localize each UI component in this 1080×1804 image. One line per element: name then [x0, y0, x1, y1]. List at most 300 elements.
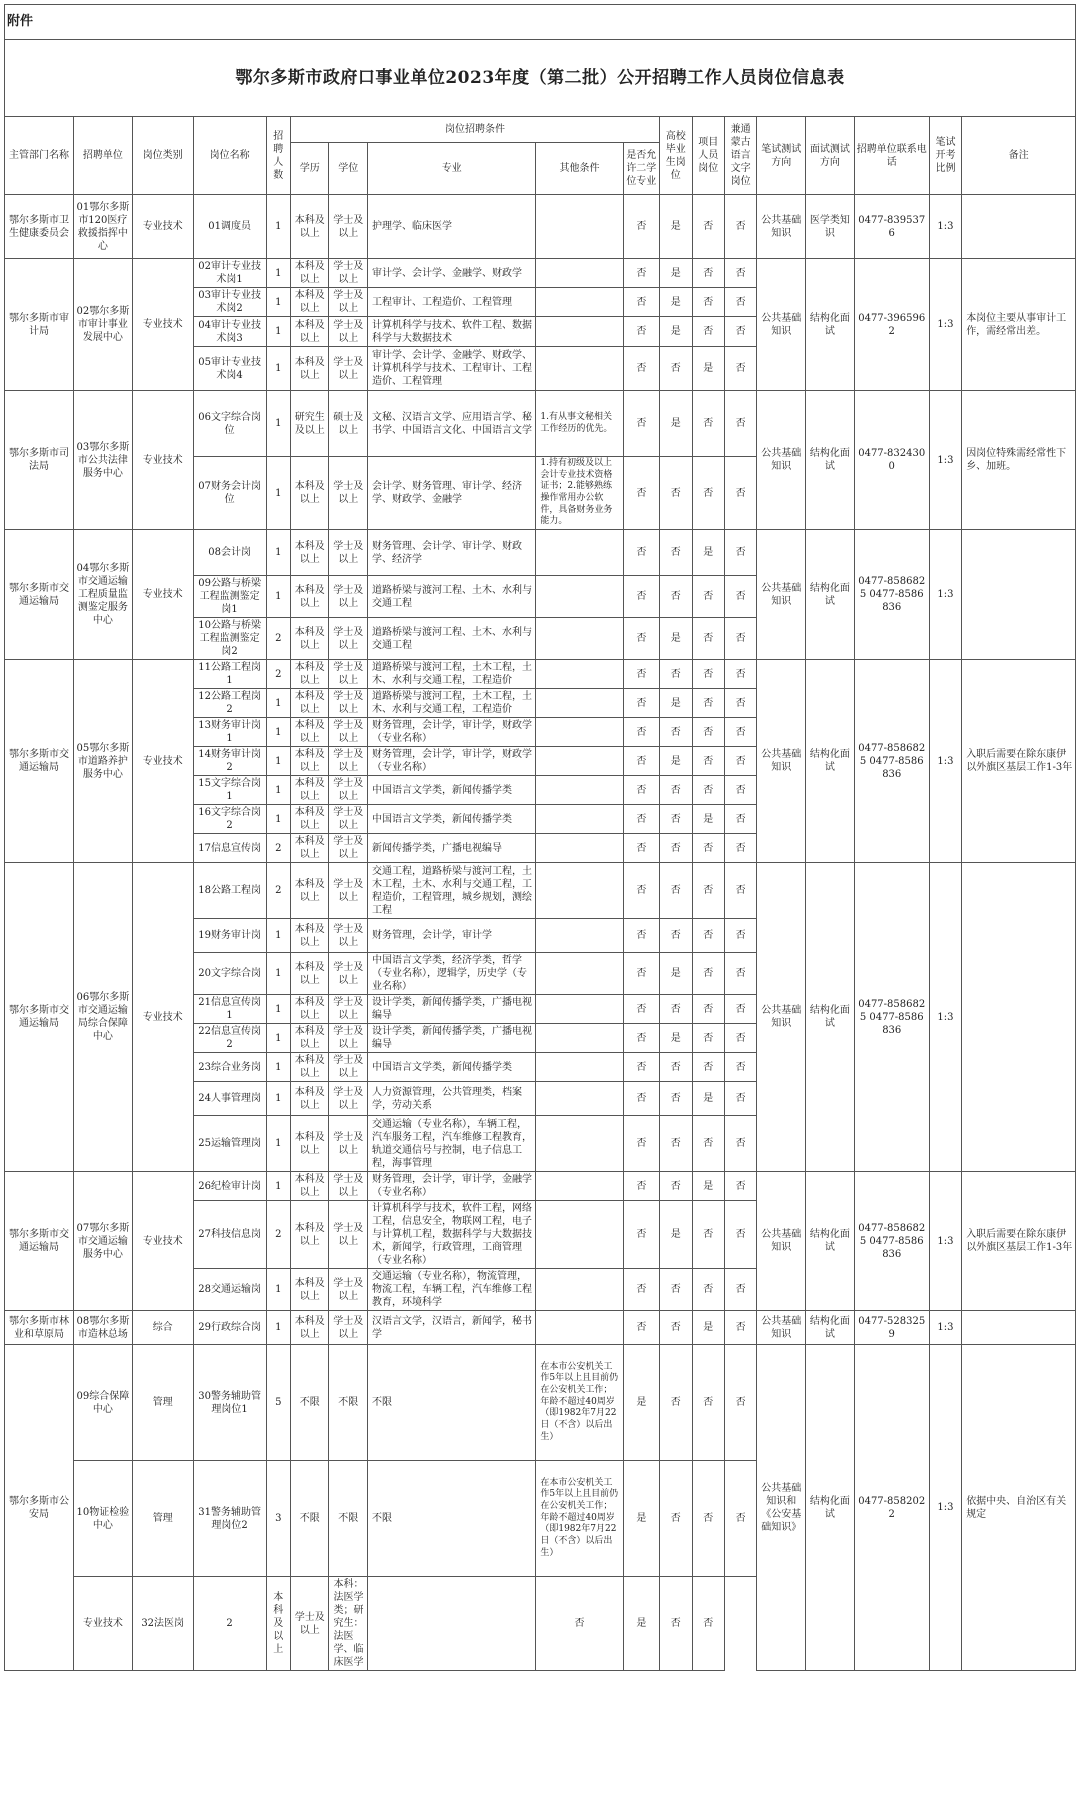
project-cell: 否 [692, 919, 724, 953]
graduate-cell: 否 [660, 1269, 692, 1311]
dept-cell: 鄂尔多斯市林业和草原局 [5, 1311, 74, 1345]
mongolian-cell: 否 [724, 391, 756, 457]
major-cell: 财务管理，会计学，审计学，财政学（专业名称） [368, 747, 536, 776]
project-cell: 否 [692, 1053, 724, 1082]
other-conditions-cell [536, 1201, 623, 1269]
post-cell: 06文字综合岗位 [193, 391, 266, 457]
interview-cell: 结构化面试 [806, 259, 855, 391]
major-cell: 道路桥梁与渡河工程、土木、水利与交通工程 [368, 576, 536, 618]
mongolian-cell: 否 [724, 1024, 756, 1053]
unit-cell: 06鄂尔多斯市交通运输局综合保障中心 [73, 863, 132, 1172]
header-other: 其他条件 [536, 143, 623, 195]
education-cell: 本科及以上 [290, 919, 329, 953]
unit-cell: 02鄂尔多斯市审计事业发展中心 [73, 259, 132, 391]
major-cell: 道路桥梁与渡河工程、土木、水利与交通工程 [368, 618, 536, 660]
header-written: 笔试测试方向 [757, 117, 806, 195]
major-cell: 交通运输（专业名称），车辆工程，汽车服务工程，汽车维修工程教育，轨道交通信号与控制，电子信息工程，海事管理 [368, 1116, 536, 1172]
graduate-cell: 否 [660, 805, 692, 834]
other-conditions-cell [536, 953, 623, 995]
remark-cell [962, 195, 1076, 259]
phone-cell: 0477-8324300 [854, 391, 929, 530]
major-cell: 计算机科学与技术、软件工程、数据科学与大数据技术 [368, 317, 536, 347]
education-cell: 本科及以上 [290, 530, 329, 576]
count-cell: 3 [266, 1461, 290, 1577]
category-cell: 专业技术 [132, 195, 193, 259]
degree-cell: 学士及以上 [329, 457, 368, 530]
major-cell: 中国语言文学类，新闻传播学类 [368, 776, 536, 805]
post-cell: 28交通运输岗 [193, 1269, 266, 1311]
mongolian-cell: 否 [724, 834, 756, 863]
project-cell: 是 [692, 1172, 724, 1201]
degree-cell: 学士及以上 [329, 195, 368, 259]
unit-cell: 05鄂尔多斯市道路养护服务中心 [73, 660, 132, 863]
phone-cell: 0477-8586825 0477-8586836 [854, 863, 929, 1172]
graduate-cell: 否 [660, 1082, 692, 1116]
education-cell: 本科及以上 [290, 195, 329, 259]
major-cell: 中国语言文学类，经济学类，哲学（专业名称），逻辑学，历史学（专业名称） [368, 953, 536, 995]
other-conditions-cell [536, 1024, 623, 1053]
mongolian-cell: 否 [724, 953, 756, 995]
post-cell: 01调度员 [193, 195, 266, 259]
major-cell: 文秘、汉语言文学、应用语言学、秘书学、中国语言文化、中国语言文学 [368, 391, 536, 457]
other-conditions-cell [368, 1577, 536, 1671]
second-degree-cell: 否 [623, 1116, 660, 1172]
second-degree-cell: 否 [623, 1053, 660, 1082]
other-conditions-cell [536, 1172, 623, 1201]
major-cell: 本科：法医学类；研究生：法医学、临床医学 [329, 1577, 368, 1671]
project-cell: 否 [692, 776, 724, 805]
ratio-cell: 1:3 [929, 1172, 961, 1311]
dept-cell: 鄂尔多斯市交通运输局 [5, 530, 74, 660]
post-cell: 10公路与桥梁工程监测鉴定岗2 [193, 618, 266, 660]
post-cell: 26纪检审计岗 [193, 1172, 266, 1201]
project-cell: 否 [692, 1024, 724, 1053]
interview-cell: 结构化面试 [806, 863, 855, 1172]
graduate-cell: 否 [660, 863, 692, 919]
table-body [5, 5, 1076, 1671]
remark-cell: 依据中央、自治区有关规定 [962, 1345, 1076, 1671]
unit-cell: 04鄂尔多斯市交通运输工程质量监测鉴定服务中心 [73, 530, 132, 660]
degree-cell: 学士及以上 [329, 530, 368, 576]
post-cell: 11公路工程岗1 [193, 660, 266, 689]
education-cell: 本科及以上 [290, 576, 329, 618]
major-cell: 财务管理，会计学，审计学，金融学（专业名称） [368, 1172, 536, 1201]
other-conditions-cell [536, 576, 623, 618]
category-cell: 专业技术 [73, 1577, 132, 1671]
project-cell: 否 [692, 953, 724, 995]
project-cell: 否 [692, 863, 724, 919]
degree-cell: 学士及以上 [329, 747, 368, 776]
count-cell: 1 [266, 1172, 290, 1201]
other-conditions-cell: 在本市公安机关工作5年以上且目前仍在公安机关工作；年龄不超过40周岁（即1982年7月22日（不含）以后出生） [536, 1345, 623, 1461]
header-ratio: 笔试开考比例 [929, 117, 961, 195]
count-cell: 1 [266, 1311, 290, 1345]
remark-cell [962, 1311, 1076, 1345]
graduate-cell: 是 [660, 689, 692, 718]
project-cell: 是 [692, 347, 724, 391]
degree-cell: 学士及以上 [329, 953, 368, 995]
category-cell: 管理 [132, 1461, 193, 1577]
ratio-cell: 1:3 [929, 195, 961, 259]
mongolian-cell: 否 [724, 747, 756, 776]
count-cell: 1 [266, 689, 290, 718]
count-cell: 1 [266, 747, 290, 776]
degree-cell: 不限 [329, 1461, 368, 1577]
header-education: 学历 [290, 143, 329, 195]
degree-cell: 学士及以上 [329, 834, 368, 863]
count-cell: 2 [266, 618, 290, 660]
graduate-cell: 是 [660, 317, 692, 347]
other-conditions-cell [536, 689, 623, 718]
other-conditions-cell [536, 1082, 623, 1116]
major-cell: 中国语言文学类，新闻传播学类 [368, 805, 536, 834]
project-cell: 否 [692, 995, 724, 1024]
other-conditions-cell [536, 863, 623, 919]
table-row [5, 660, 1076, 689]
graduate-cell: 否 [660, 347, 692, 391]
count-cell: 1 [266, 953, 290, 995]
project-cell: 否 [692, 1345, 724, 1461]
remark-cell: 入职后需要在除东康伊以外旗区基层工作1-3年 [962, 660, 1076, 863]
project-cell: 否 [692, 747, 724, 776]
ratio-cell: 1:3 [929, 259, 961, 391]
education-cell: 本科及以上 [290, 995, 329, 1024]
graduate-cell: 是 [660, 1024, 692, 1053]
degree-cell: 学士及以上 [329, 1024, 368, 1053]
post-cell: 02审计专业技术岗1 [193, 259, 266, 288]
graduate-cell: 否 [660, 718, 692, 747]
dept-cell: 鄂尔多斯市交通运输局 [5, 863, 74, 1172]
education-cell: 本科及以上 [290, 660, 329, 689]
degree-cell: 学士及以上 [329, 1082, 368, 1116]
graduate-cell: 否 [660, 834, 692, 863]
count-cell: 1 [266, 195, 290, 259]
other-conditions-cell [536, 1116, 623, 1172]
education-cell: 本科及以上 [290, 776, 329, 805]
other-conditions-cell: 1.有从事文秘相关工作经历的优先。 [536, 391, 623, 457]
count-cell: 1 [266, 995, 290, 1024]
graduate-cell: 否 [660, 1461, 692, 1577]
degree-cell: 学士及以上 [329, 660, 368, 689]
post-cell: 29行政综合岗 [193, 1311, 266, 1345]
table-row [5, 391, 1076, 457]
unit-cell: 03鄂尔多斯市公共法律服务中心 [73, 391, 132, 530]
count-cell: 1 [266, 919, 290, 953]
mongolian-cell: 否 [724, 1345, 756, 1461]
mongolian-cell: 否 [724, 1461, 756, 1577]
second-degree-cell: 否 [623, 863, 660, 919]
mongolian-cell: 否 [724, 530, 756, 576]
major-cell: 护理学、临床医学 [368, 195, 536, 259]
phone-cell: 0477-8586825 0477-8586836 [854, 1172, 929, 1311]
recruitment-table [4, 4, 1076, 1671]
other-conditions-cell [536, 1269, 623, 1311]
table-row [5, 1172, 1076, 1201]
second-degree-cell: 否 [623, 1024, 660, 1053]
remark-cell: 本岗位主要从事审计工作，需经常出差。 [962, 259, 1076, 391]
header-interview: 面试测试方向 [806, 117, 855, 195]
phone-cell: 0477-8586825 0477-8586836 [854, 530, 929, 660]
category-cell: 专业技术 [132, 530, 193, 660]
mongolian-cell: 否 [724, 457, 756, 530]
remark-cell: 入职后需要在除东康伊以外旗区基层工作1-3年 [962, 1172, 1076, 1311]
post-cell: 20文字综合岗 [193, 953, 266, 995]
header-second-degree: 是否允许二学位专业 [623, 143, 660, 195]
post-cell: 12公路工程岗2 [193, 689, 266, 718]
graduate-cell: 否 [660, 1311, 692, 1345]
degree-cell: 不限 [329, 1345, 368, 1461]
count-cell: 1 [266, 288, 290, 317]
second-degree-cell: 否 [623, 1311, 660, 1345]
mongolian-cell: 否 [724, 347, 756, 391]
count-cell: 1 [266, 718, 290, 747]
education-cell: 本科及以上 [290, 1269, 329, 1311]
second-degree-cell: 否 [536, 1577, 623, 1671]
mongolian-cell: 否 [724, 259, 756, 288]
project-cell: 否 [692, 317, 724, 347]
second-degree-cell: 否 [623, 288, 660, 317]
degree-cell: 学士及以上 [329, 1201, 368, 1269]
table-row [5, 1311, 1076, 1345]
project-cell: 否 [692, 1461, 724, 1577]
dept-cell: 鄂尔多斯市审计局 [5, 259, 74, 391]
degree-cell: 学士及以上 [329, 863, 368, 919]
written-test-cell: 公共基础知识 [757, 660, 806, 863]
category-cell: 专业技术 [132, 1172, 193, 1311]
count-cell: 1 [266, 776, 290, 805]
mongolian-cell: 否 [724, 576, 756, 618]
table-row [5, 863, 1076, 919]
post-cell: 32法医岗 [132, 1577, 193, 1671]
header-dept: 主管部门名称 [5, 117, 74, 195]
category-cell: 管理 [132, 1345, 193, 1461]
graduate-cell: 是 [660, 747, 692, 776]
education-cell: 本科及以上 [290, 747, 329, 776]
mongolian-cell: 否 [724, 618, 756, 660]
graduate-cell: 否 [660, 660, 692, 689]
written-test-cell: 公共基础知识 [757, 863, 806, 1172]
written-test-cell: 公共基础知识 [757, 391, 806, 530]
count-cell: 1 [266, 457, 290, 530]
education-cell: 本科及以上 [290, 1311, 329, 1345]
post-cell: 19财务审计岗 [193, 919, 266, 953]
mongolian-cell: 否 [724, 995, 756, 1024]
graduate-cell: 否 [660, 457, 692, 530]
graduate-cell: 否 [660, 776, 692, 805]
major-cell: 人力资源管理，公共管理类，档案学，劳动关系 [368, 1082, 536, 1116]
phone-cell: 0477-3965962 [854, 259, 929, 391]
major-cell: 不限 [368, 1345, 536, 1461]
project-cell: 否 [692, 660, 724, 689]
degree-cell: 硕士及以上 [329, 391, 368, 457]
mongolian-cell: 否 [724, 660, 756, 689]
post-cell: 08会计岗 [193, 530, 266, 576]
interview-cell: 结构化面试 [806, 1172, 855, 1311]
post-cell: 24人事管理岗 [193, 1082, 266, 1116]
other-conditions-cell [536, 347, 623, 391]
post-cell: 27科技信息岗 [193, 1201, 266, 1269]
other-conditions-cell [536, 919, 623, 953]
project-cell: 否 [692, 689, 724, 718]
count-cell: 1 [266, 1053, 290, 1082]
major-cell: 中国语言文学类，新闻传播学类 [368, 1053, 536, 1082]
project-cell: 否 [692, 288, 724, 317]
graduate-cell: 否 [660, 919, 692, 953]
second-degree-cell: 否 [623, 530, 660, 576]
graduate-cell: 是 [660, 391, 692, 457]
major-cell: 新闻传播学类，广播电视编导 [368, 834, 536, 863]
table-row [5, 195, 1076, 259]
major-cell: 设计学类，新闻传播学类，广播电视编导 [368, 1024, 536, 1053]
graduate-cell: 否 [660, 1172, 692, 1201]
education-cell: 不限 [290, 1345, 329, 1461]
second-degree-cell: 是 [623, 1461, 660, 1577]
project-cell: 否 [692, 718, 724, 747]
post-cell: 17信息宣传岗 [193, 834, 266, 863]
project-cell: 是 [692, 805, 724, 834]
major-cell: 交通运输（专业名称），物流管理，物流工程，车辆工程，汽车维修工程教育，环境科学 [368, 1269, 536, 1311]
count-cell: 2 [266, 1201, 290, 1269]
header-degree: 学位 [329, 143, 368, 195]
count-cell: 1 [266, 1024, 290, 1053]
graduate-cell: 是 [660, 288, 692, 317]
count-cell: 1 [266, 1116, 290, 1172]
interview-cell: 结构化面试 [806, 660, 855, 863]
post-cell: 31警务辅助管理岗位2 [193, 1461, 266, 1577]
other-conditions-cell [536, 776, 623, 805]
major-cell: 道路桥梁与渡河工程，土木工程，土木、水利与交通工程，工程造价 [368, 660, 536, 689]
other-conditions-cell [536, 805, 623, 834]
second-degree-cell: 否 [623, 747, 660, 776]
project-cell: 否 [692, 1201, 724, 1269]
education-cell: 本科及以上 [290, 1082, 329, 1116]
mongolian-cell: 否 [724, 288, 756, 317]
header-graduate: 高校毕业生岗位 [660, 117, 692, 195]
second-degree-cell: 否 [623, 953, 660, 995]
major-cell: 财务管理，会计学，审计学 [368, 919, 536, 953]
post-cell: 03审计专业技术岗2 [193, 288, 266, 317]
project-cell: 否 [692, 457, 724, 530]
degree-cell: 学士及以上 [329, 1311, 368, 1345]
dept-cell: 鄂尔多斯市司法局 [5, 391, 74, 530]
count-cell: 1 [266, 259, 290, 288]
other-conditions-cell [536, 718, 623, 747]
second-degree-cell: 否 [623, 834, 660, 863]
major-cell: 财务管理，会计学，审计学，财政学（专业名称） [368, 718, 536, 747]
mongolian-cell: 否 [724, 1082, 756, 1116]
written-test-cell: 公共基础知识 [757, 195, 806, 259]
header-unit: 招聘单位 [73, 117, 132, 195]
post-cell: 16文字综合岗2 [193, 805, 266, 834]
graduate-cell: 否 [660, 530, 692, 576]
mongolian-cell: 否 [724, 776, 756, 805]
other-conditions-cell [536, 195, 623, 259]
education-cell: 研究生及以上 [290, 391, 329, 457]
education-cell: 本科及以上 [290, 1053, 329, 1082]
education-cell: 本科及以上 [290, 1201, 329, 1269]
dept-cell: 鄂尔多斯市交通运输局 [5, 660, 74, 863]
post-cell: 07财务会计岗位 [193, 457, 266, 530]
degree-cell: 学士及以上 [329, 805, 368, 834]
remark-cell [962, 863, 1076, 1172]
second-degree-cell: 否 [623, 391, 660, 457]
other-conditions-cell [536, 530, 623, 576]
graduate-cell: 否 [660, 1116, 692, 1172]
degree-cell: 学士及以上 [329, 1172, 368, 1201]
post-cell: 04审计专业技术岗3 [193, 317, 266, 347]
project-cell: 否 [660, 1577, 692, 1671]
education-cell: 本科及以上 [290, 347, 329, 391]
post-cell: 13财务审计岗1 [193, 718, 266, 747]
count-cell: 1 [266, 391, 290, 457]
ratio-cell: 1:3 [929, 660, 961, 863]
header-project: 项目人员岗位 [692, 117, 724, 195]
second-degree-cell: 否 [623, 1269, 660, 1311]
project-cell: 否 [692, 1269, 724, 1311]
mongolian-cell: 否 [692, 1577, 724, 1671]
count-cell: 1 [266, 805, 290, 834]
count-cell: 5 [266, 1345, 290, 1461]
mongolian-cell: 否 [724, 863, 756, 919]
project-cell: 否 [692, 834, 724, 863]
post-cell: 14财务审计岗2 [193, 747, 266, 776]
header-count: 招聘人数 [266, 117, 290, 195]
project-cell: 否 [692, 259, 724, 288]
major-cell: 汉语言文学，汉语言，新闻学，秘书学 [368, 1311, 536, 1345]
post-cell: 09公路与桥梁工程监测鉴定岗1 [193, 576, 266, 618]
second-degree-cell: 否 [623, 317, 660, 347]
education-cell: 本科及以上 [290, 288, 329, 317]
major-cell: 不限 [368, 1461, 536, 1577]
project-cell: 否 [692, 1116, 724, 1172]
mongolian-cell: 否 [724, 718, 756, 747]
mongolian-cell: 否 [724, 317, 756, 347]
second-degree-cell: 否 [623, 689, 660, 718]
degree-cell: 学士及以上 [329, 1116, 368, 1172]
category-cell: 综合 [132, 1311, 193, 1345]
second-degree-cell: 否 [623, 995, 660, 1024]
count-cell: 1 [266, 576, 290, 618]
degree-cell: 学士及以上 [329, 1053, 368, 1082]
major-cell: 审计学、会计学、金融学、财政学、计算机科学与技术、工程审计、工程造价、工程管理 [368, 347, 536, 391]
other-conditions-cell [536, 747, 623, 776]
mongolian-cell: 否 [724, 1053, 756, 1082]
graduate-cell: 否 [660, 576, 692, 618]
education-cell: 本科及以上 [290, 1172, 329, 1201]
degree-cell: 学士及以上 [329, 1269, 368, 1311]
count-cell: 1 [266, 347, 290, 391]
mongolian-cell: 否 [724, 1311, 756, 1345]
education-cell: 本科及以上 [290, 689, 329, 718]
second-degree-cell: 否 [623, 347, 660, 391]
header-major: 专业 [368, 143, 536, 195]
second-degree-cell: 否 [623, 618, 660, 660]
education-cell: 本科及以上 [290, 863, 329, 919]
education-cell: 本科及以上 [266, 1577, 290, 1671]
unit-cell: 01鄂尔多斯市120医疗救援指挥中心 [73, 195, 132, 259]
second-degree-cell: 否 [623, 195, 660, 259]
degree-cell: 学士及以上 [329, 919, 368, 953]
table-row [5, 1345, 1076, 1461]
ratio-cell: 1:3 [929, 1345, 961, 1671]
project-cell: 否 [692, 195, 724, 259]
project-cell: 是 [692, 1311, 724, 1345]
graduate-cell: 否 [660, 995, 692, 1024]
other-conditions-cell [536, 317, 623, 347]
other-conditions-cell: 1.持有初级及以上会计专业技术资格证书；2.能够熟练操作常用办公软件，具备财务业务能力。 [536, 457, 623, 530]
ratio-cell: 1:3 [929, 1311, 961, 1345]
phone-cell: 0477-8586825 0477-8586836 [854, 660, 929, 863]
